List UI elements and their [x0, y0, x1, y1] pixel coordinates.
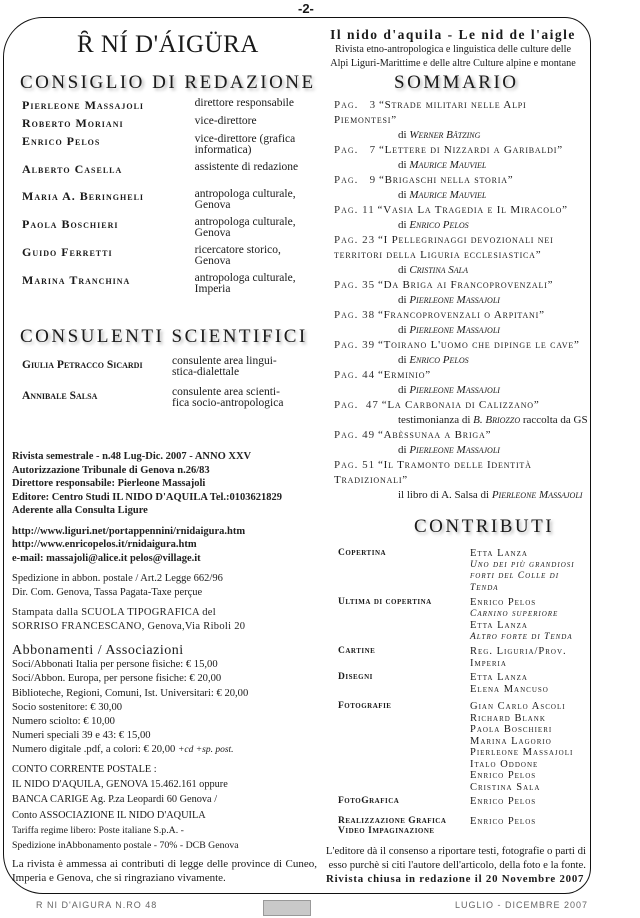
staff-name: Enrico Pelos: [22, 134, 101, 148]
legal-notice: [320, 844, 586, 886]
contributi-heading: CONTRIBUTI: [414, 516, 555, 537]
author-prefix: di: [398, 219, 407, 231]
subscription-line: Numeri speciali 39 e 43: € 15,00: [12, 730, 151, 742]
publication-line: Rivista semestrale - n.48 Lug-Dic. 2007 - ANNO XXV: [12, 451, 252, 462]
contributor-name: Cristina Sala: [470, 781, 541, 793]
printer-info: [12, 606, 322, 633]
sommario-page: Pag. 51: [334, 459, 376, 471]
sommario-author-line: [334, 413, 590, 428]
contributor-name: Enrico Pelos: [470, 815, 537, 827]
digital-price-text: Numero digitale .pdf, a colori: € 20,00: [12, 744, 176, 756]
work-title: Uno dei più grandiosi forti del Colle di Tenda: [470, 559, 575, 593]
sommario-page: Pag. 11: [334, 204, 375, 216]
sommario-author-line: [334, 188, 590, 203]
contributor-row: [338, 646, 588, 669]
author-prefix: di: [398, 354, 407, 366]
staff-member: [22, 273, 318, 300]
sommario-author: Maurice Mauviel: [409, 159, 487, 171]
consultant: [22, 356, 318, 378]
author-prefix: di: [398, 444, 407, 456]
staff-name: Paola Boschieri: [22, 217, 119, 231]
contributors: [470, 597, 588, 643]
sommario-author-line: [334, 158, 590, 173]
sommario-item: [334, 173, 590, 188]
author-prefix: di: [398, 264, 407, 276]
contributors: [470, 672, 588, 695]
publication-line: Autorizzazione Tribunale di Genova n.26/83: [12, 464, 210, 476]
contributor-name: Richard Blank: [470, 712, 546, 724]
sommario-page: Pag. 7: [334, 144, 377, 156]
author-prefix: di: [398, 294, 407, 306]
publication-info: [12, 450, 322, 640]
sommario-title: “La Carbonaia di Calizzano”: [381, 399, 540, 411]
journal-header: [322, 27, 584, 71]
author-prefix: di: [398, 324, 407, 336]
sommario-author-line: [334, 218, 590, 233]
work-title: Altro forte di Tenda: [470, 631, 573, 642]
contribution-type: Disegni: [338, 672, 373, 682]
contributor-name: Paola Boschieri: [470, 724, 553, 735]
sommario-title: “I Pellegrinaggi devozionali nei territori della Liguria ecclesiastica”: [334, 234, 554, 261]
sommario-page: Pag. 44: [334, 369, 376, 381]
printer-line: Stampata dalla SCUOLA TIPOGRAFICA del: [12, 607, 216, 618]
contributor-name: Etta Lanza: [470, 672, 528, 683]
staff-member: [22, 162, 318, 179]
account-line: CONTO CORRENTE POSTALE :: [12, 764, 157, 775]
contributor-name: Pierleone Massajoli: [470, 747, 574, 758]
closing-note: La rivista è ammessa ai contributi di legge delle province di Cuneo, Imperia e Genova, che si ringraziano vivamente.: [12, 858, 317, 884]
contributor-name: Enrico Pelos: [470, 597, 537, 608]
staff-name: Marina Tranchina: [22, 273, 131, 287]
staff-role: vice-direttore (grafica informatica): [194, 133, 296, 156]
sommario-title: “Abèssunaa a Briga”: [377, 429, 492, 441]
sommario-author: Pierleone Massajoli: [491, 489, 583, 501]
sommario-page: Pag. 39: [334, 339, 376, 351]
subscription-line: Soci/Abbonati Italia per persone fisiche: € 15,00: [12, 659, 218, 671]
printer-line: SORRISO FRANCESCANO, Genova,Via Riboli 20: [12, 620, 246, 632]
magazine-subtitle-2: Alpi Liguri-Marittime e delle altre Culture alpine e montane: [330, 58, 576, 69]
staff-name: Roberto Moriani: [22, 116, 124, 130]
staff-member: [22, 98, 318, 115]
staff-role: assistente di redazione: [194, 161, 299, 173]
account-line: BANCA CARIGE Ag. P.za Leopardi 60 Genova /: [12, 794, 218, 806]
staff-role: antropologa culturale, Genova: [194, 216, 296, 239]
contributors: [470, 701, 588, 793]
sommario-item: [334, 428, 590, 443]
contributor-name: Etta Lanza: [470, 548, 528, 559]
sommario-page: Pag. 49: [334, 429, 376, 441]
contributor-name: Gian Carlo Ascoli: [470, 701, 566, 712]
staff-name: Maria A. Beringheli: [22, 189, 145, 203]
sommario-title: “Vasia La Tragedia e Il Miracolo”: [377, 204, 568, 216]
sommario-author: Pierleone Massajoli: [409, 324, 500, 336]
sommario-title: “Strade militari nelle Alpi Piemontesi”: [334, 99, 527, 126]
sommario-item: [334, 458, 590, 488]
author-prefix: di: [398, 159, 407, 171]
footer-left: R NI D'AIGURA N.RO 48: [36, 900, 158, 910]
contribution-type: FotoGrafica: [338, 796, 400, 806]
contribution-type: Fotografie: [338, 701, 392, 711]
website-links: [12, 525, 322, 566]
contribution-type: Realizzazione Grafica Video Impaginazione: [338, 815, 447, 836]
sommario-author: Cristina Sala: [409, 264, 469, 276]
sommario-heading: SOMMARIO: [394, 72, 519, 93]
staff-member: [22, 217, 318, 244]
sommario-item: [334, 368, 590, 383]
sommario-author-line: [334, 443, 590, 458]
author-prefix: il libro di A. Salsa di: [398, 489, 490, 501]
sommario-item: [334, 278, 590, 293]
website-link: e-mail: massajoli@alice.it pelos@village.it: [12, 552, 201, 564]
subscription-line: Socio sostenitore: € 30,00: [12, 701, 123, 713]
journal-logo: [263, 900, 311, 916]
shipping-info: [12, 572, 322, 599]
sommario-page: Pag. 35: [334, 279, 376, 291]
sommario-page: Pag. 47: [334, 399, 379, 411]
sommario-title: “Erminio”: [377, 369, 431, 381]
sommario-item: [334, 338, 590, 353]
consulenti-heading: CONSULENTI SCIENTIFICI: [20, 326, 308, 347]
staff-role: direttore responsabile: [194, 97, 294, 109]
publication-line: Editore: Centro Studi IL NIDO D'AQUILA Tel.:0103621829: [12, 491, 283, 503]
sommario-title: “Da Briga ai Francoprovenzali”: [377, 279, 554, 291]
consent-text: L'editore dà il consenso a riportare testi, fotografie o parti di esso purchè si citi l'autore dell'articolo, della foto e la fonte.: [325, 845, 586, 871]
magazine-name: Il nido d'aquila - Le nid de l'aigle: [330, 27, 576, 42]
sommario-title: “Lettere di Nizzardi a Garibaldi”: [378, 144, 563, 156]
digital-price: [12, 743, 322, 757]
contributor-name: Elena Mancuso: [470, 683, 549, 695]
sommario-list: [334, 98, 590, 503]
staff-name: Alberto Casella: [22, 162, 123, 176]
author-prefix: di: [398, 129, 407, 141]
closing-date: Rivista chiusa in redazione il 20 Novembre 2007: [326, 873, 585, 885]
sommario-author: B. Briozzo: [473, 414, 521, 426]
sommario-title: “Toirano L'uomo che dipinge le cave”: [377, 339, 580, 351]
sommario-item: [334, 398, 590, 413]
digital-price-note: +cd +sp. post.: [177, 745, 234, 756]
sommario-author-line: [334, 128, 590, 143]
contributor-name: Enrico Pelos: [470, 770, 537, 781]
contributor-row: [338, 672, 588, 695]
contributors: [470, 796, 588, 808]
publication-details: [12, 450, 322, 518]
contributor-name: Reg. Liguria/Prov. Imperia: [470, 646, 567, 669]
sommario-title: “Francoprovenzali o Arpitani”: [377, 309, 545, 321]
consiglio-list: [22, 98, 318, 301]
sommario-title: “Il Tramonto delle Identità Tradizionali”: [334, 459, 532, 486]
contributors: [470, 646, 588, 669]
sommario-author-line: [334, 353, 590, 368]
contributor-row: [338, 597, 588, 643]
sommario-author: Pierleone Massajoli: [409, 294, 500, 306]
contributor-name: Enrico Pelos: [470, 796, 537, 807]
consiglio-heading: CONSIGLIO DI REDAZIONE: [20, 72, 316, 93]
consultant: [22, 387, 318, 409]
subscription-line: Biblioteche, Regioni, Comuni, Ist. Universitari: € 20,00: [12, 687, 249, 699]
sommario-item: [334, 233, 590, 263]
subscriptions-heading: Abbonamenti / Associazioni: [12, 643, 184, 658]
contribution-type: Copertina: [338, 548, 387, 558]
sommario-author-line: [334, 293, 590, 308]
staff-member: [22, 134, 318, 161]
contribution-type: Cartine: [338, 646, 376, 656]
sommario-item: [334, 308, 590, 323]
contributor-name: Marina Lagorio: [470, 735, 552, 747]
page-number: -2-: [298, 1, 314, 16]
bank-account-info: [12, 762, 322, 853]
staff-member: [22, 189, 318, 216]
sommario-author: Enrico Pelos: [409, 219, 469, 231]
publication-line: Direttore responsabile: Pierleone Massajoli: [12, 478, 206, 489]
sommario-author: Enrico Pelos: [409, 354, 469, 366]
account-line: Conto ASSOCIAZIONE IL NIDO D'AQUILA: [12, 809, 206, 821]
staff-member: [22, 116, 318, 133]
subscription-line: Soci/Abbon. Europa, per persone fisiche: € 20,00: [12, 673, 222, 685]
sommario-author: Maurice Mauviel: [409, 189, 487, 201]
contributor-row: [338, 701, 588, 793]
magazine-subtitle-1: Rivista etno-antropologica e linguistica delle culture delle: [335, 44, 571, 55]
consultant-role: consulente area lingui-stica-dialettale: [172, 355, 277, 378]
contributi-list: [338, 548, 588, 840]
contributor-row: [338, 796, 588, 808]
subscription-lines: [12, 658, 322, 743]
sommario-author: Pierleone Massajoli: [409, 444, 500, 456]
website-link: http://www.enricopelos.it/rnidaigura.htm: [12, 539, 197, 550]
account-line: Spedizione inAbbonamento postale - 70% - DCB Genova: [12, 840, 239, 852]
staff-role: vice-direttore: [194, 115, 257, 127]
sommario-page: Pag. 23: [334, 234, 376, 246]
subscriptions: [12, 644, 322, 758]
account-line: Tariffa regime libero: Poste italiane S.p.A. -: [12, 824, 184, 836]
work-title: Carnino superiore: [470, 608, 559, 619]
sommario-page: Pag. 38: [334, 309, 376, 321]
contributors: [470, 816, 588, 837]
author-prefix: di: [398, 384, 407, 396]
publication-line: Aderente alla Consulta Ligure: [12, 505, 148, 516]
sommario-item: [334, 203, 590, 218]
shipping-line: Dir. Com. Genova, Tassa Pagata-Taxe perçue: [12, 586, 203, 598]
sommario-author-line: [334, 383, 590, 398]
contributor-name: Etta Lanza: [470, 620, 528, 631]
sommario-page: Pag. 3: [334, 99, 377, 111]
contributor-row: [338, 816, 588, 837]
consultant-role: consulente area scienti-fica socio-antropologica: [172, 386, 284, 409]
sommario-author: Werner Bätzing: [409, 129, 481, 141]
sommario-author-line: [334, 263, 590, 278]
staff-name: Guido Ferretti: [22, 245, 113, 259]
staff-role: ricercatore storico, Genova: [194, 244, 281, 267]
website-link: http://www.liguri.net/portappennini/rnidaigura.htm: [12, 525, 246, 537]
journal-title: Ȓ NÍ D'ÁIGÜRA: [77, 31, 259, 58]
staff-member: [22, 245, 318, 272]
shipping-line: Spedizione in abbon. postale / Art.2 Legge 662/96: [12, 573, 223, 584]
consulenti-list: [22, 356, 318, 418]
consultant-name: Annibale Salsa: [22, 390, 98, 402]
consultant-name: Giulia Petracco Sicardi: [22, 359, 143, 371]
contributors: [470, 548, 588, 594]
staff-name: Pierleone Massajoli: [22, 98, 145, 112]
sommario-item: [334, 98, 590, 128]
sommario-author-line: [334, 488, 590, 503]
sommario-author-line: [334, 323, 590, 338]
author-suffix: raccolta da GS: [522, 414, 588, 426]
staff-role: antropologa culturale, Imperia: [194, 272, 296, 295]
contributor-name: Italo Oddone: [470, 758, 539, 770]
account-line: IL NIDO D'AQUILA, GENOVA 15.462.161 oppure: [12, 779, 228, 791]
footer-right: LUGLIO - DICEMBRE 2007: [455, 900, 589, 910]
sommario-title: “Brigaschi nella storia”: [378, 174, 514, 186]
sommario-page: Pag. 9: [334, 174, 377, 186]
staff-role: antropologa culturale, Genova: [194, 188, 296, 211]
subscription-line: Numero sciolto: € 10,00: [12, 716, 115, 728]
sommario-item: [334, 143, 590, 158]
author-prefix: testimonianza di: [398, 414, 471, 426]
contributor-row: [338, 548, 588, 594]
contribution-type: Ultima di copertina: [338, 597, 432, 607]
author-prefix: di: [398, 189, 407, 201]
sommario-author: Pierleone Massajoli: [409, 384, 500, 396]
